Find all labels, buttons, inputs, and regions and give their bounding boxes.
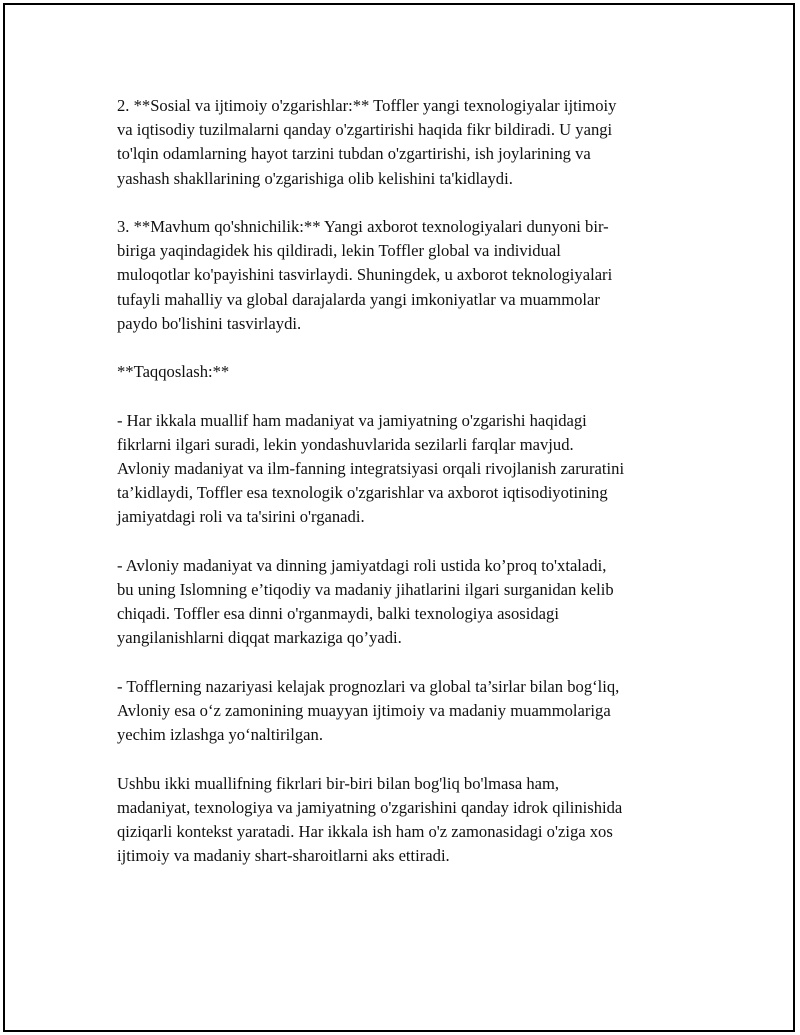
paragraph-comparison-point-2: - Avloniy madaniyat va dinning jamiyatdagi roli ustida ko’proq to'xtaladi, bu uning Islomning e’tiqodiy va madaniy jihatlarini ilgari surganidan kelib chiqadi. Toffler esa dinni o'rganmaydi, balki texnologiya asosidagi yangilanishlarni diqqat markaziga qo’yadi. bbox=[117, 555, 614, 648]
paragraph-comparison-point-3: - Tofflerning nazariyasi kelajak prognozlari va global ta’sirlar bilan bog‘liq, Avloniy esa o‘z zamonining muayyan ijtimoiy va madaniy muammolariga yechim izlashga yo‘naltirilgan. bbox=[117, 676, 620, 745]
paragraph-conclusion: Ushbu ikki muallifning fikrlari bir-biri bilan bog'liq bo'lmasa ham, madaniyat, texnologiya va jamiyatning o'zgarishini qanday idrok qilinishida qiziqarli kontekst yaratadi. Har ikkala ish ham o'z zamonasidagi o'ziga xos ijtimoiy va madaniy shart-sharoitlarni aks ettiradi. bbox=[117, 773, 623, 866]
paragraph-virtual-neighborhood: 3. **Mavhum qo'shnichilik:** Yangi axborot texnologiyalari dunyoni bir- biriga yaqindagidek his qildiradi, lekin Toffler global va individual muloqotlar ko'payishini tasvirlaydi. Shuningdek, u axborot teknologiyalari tufayli mahalliy va global darajalarda yangi imkoniyatlar va muammolar paydo bo'lishini tasvirlaydi. bbox=[117, 217, 613, 333]
paragraph-social-changes: 2. **Sosial va ijtimoiy o'zgarishlar:** Toffler yangi texnologiyalar ijtimoiy va iqtisodiy tuzilmalarni qanday o'zgartirishi haqida fikr bildiradi. U yangi to'lqin odamlarning hayot tarzini tubdan o'zgartirishi, ish joylarining va yashash shakllarining o'zgarishiga olib kelishini ta'kidlaydi. bbox=[117, 96, 617, 188]
paragraph-comparison-heading: **Taqqoslash:** bbox=[117, 362, 230, 382]
paragraph-comparison-point-1: - Har ikkala muallif ham madaniyat va jamiyatning o'zgarishi haqidagi fikrlarni ilgari suradi, lekin yondashuvlarida sezilarli farqlar mavjud. Avloniy madaniyat va ilm-fanning integratsiyasi orqali rivojlanish zaruratini ta’kidlaydi, Toffler esa texnologik o'zgarishlar va axborot iqtisodiyotining jamiyatdagi roli va ta'sirini o'rganadi. bbox=[117, 410, 625, 527]
document-body bbox=[117, 94, 695, 893]
